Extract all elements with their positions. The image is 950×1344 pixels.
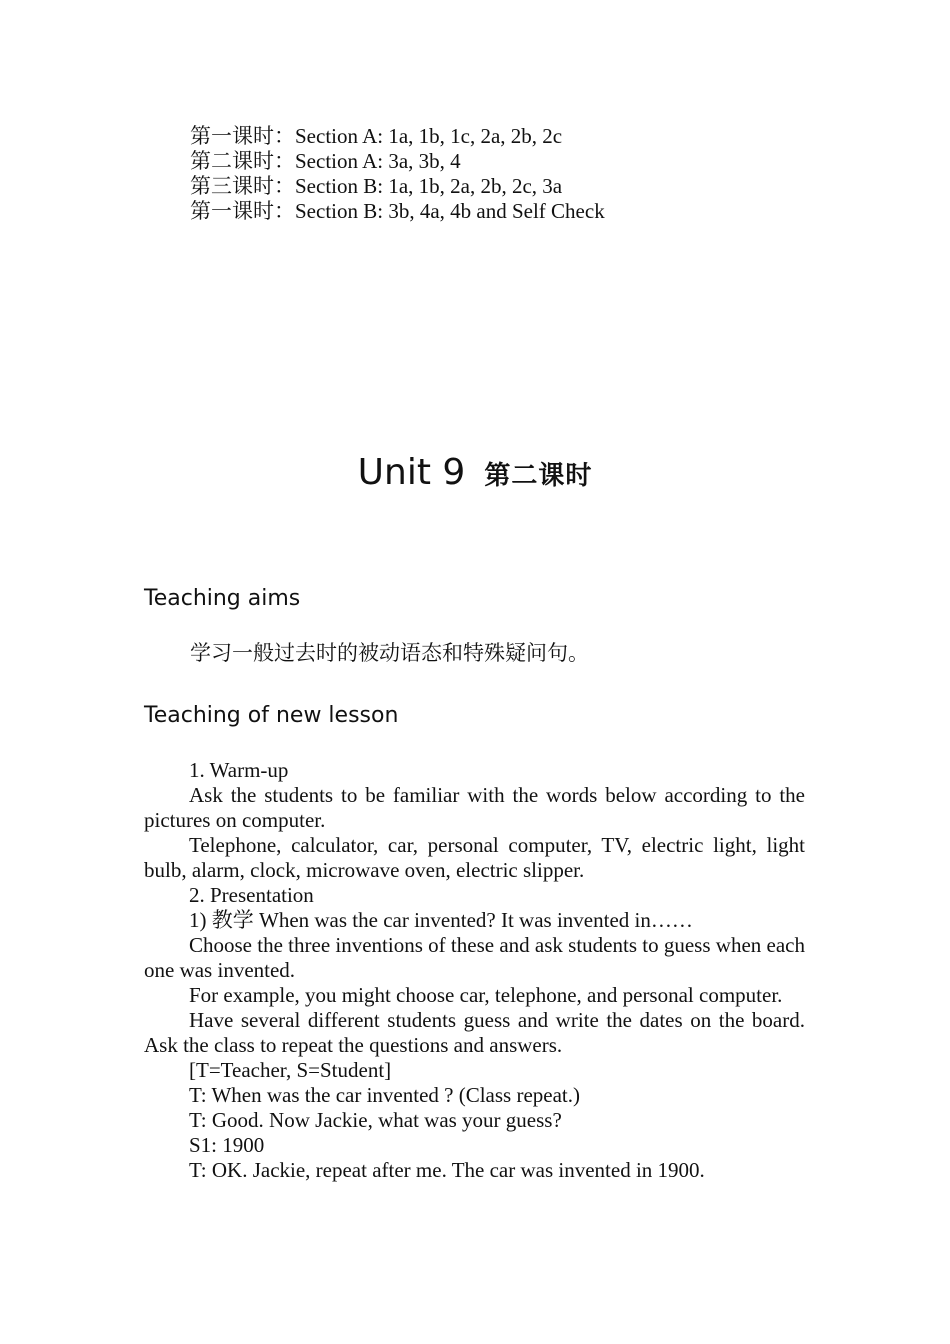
new-lesson-heading: Teaching of new lesson <box>144 703 399 728</box>
unit-title <box>0 450 950 498</box>
new-lesson-body <box>144 758 805 1183</box>
lesson-paragraph: T: Good. Now Jackie, what was your guess? <box>189 1108 562 1132</box>
schedule-line: 第一课时：Section A: 1a, 1b, 1c, 2a, 2b, 2c <box>190 124 563 148</box>
teaching-aims-text: 学习一般过去时的被动语态和特殊疑问句。 <box>190 641 589 665</box>
unit-title-en: Unit 9 <box>357 452 466 493</box>
lesson-paragraph: Choose the three inventions of these and ask students to guess when each one was invented. <box>144 933 805 982</box>
lesson-paragraph: [T=Teacher, S=Student] <box>189 1058 392 1082</box>
schedule-line: 第一课时：Section B: 3b, 4a, 4b and Self Check <box>190 199 605 223</box>
lesson-paragraph: For example, you might choose car, telephone, and personal computer. <box>189 983 783 1007</box>
lesson-paragraph: Telephone, calculator, car, personal computer, TV, electric light, light bulb, alarm, clock, microwave oven, electric slipper. <box>144 833 805 882</box>
lesson-paragraph: Have several different students guess and write the dates on the board. Ask the class to repeat the questions and answers. <box>144 1008 805 1057</box>
lesson-paragraph: 1) 教学 When was the car invented? It was invented in…… <box>189 908 693 932</box>
unit-title-cn: 第二课时 <box>484 461 593 490</box>
schedule-line: 第二课时：Section A: 3a, 3b, 4 <box>190 149 461 173</box>
lesson-paragraph: Ask the students to be familiar with the words below according to the pictures on computer. <box>144 783 805 832</box>
lesson-schedule <box>190 124 605 224</box>
schedule-line: 第三课时：Section B: 1a, 1b, 2a, 2b, 2c, 3a <box>190 174 563 198</box>
lesson-paragraph: 2. Presentation <box>189 883 314 907</box>
lesson-paragraph: T: When was the car invented ? (Class repeat.) <box>189 1083 580 1107</box>
lesson-paragraph: 1. Warm-up <box>189 758 289 782</box>
lesson-paragraph: T: OK. Jackie, repeat after me. The car was invented in 1900. <box>189 1158 705 1182</box>
teaching-aims-heading: Teaching aims <box>144 586 301 611</box>
lesson-paragraph: S1: 1900 <box>189 1133 265 1157</box>
